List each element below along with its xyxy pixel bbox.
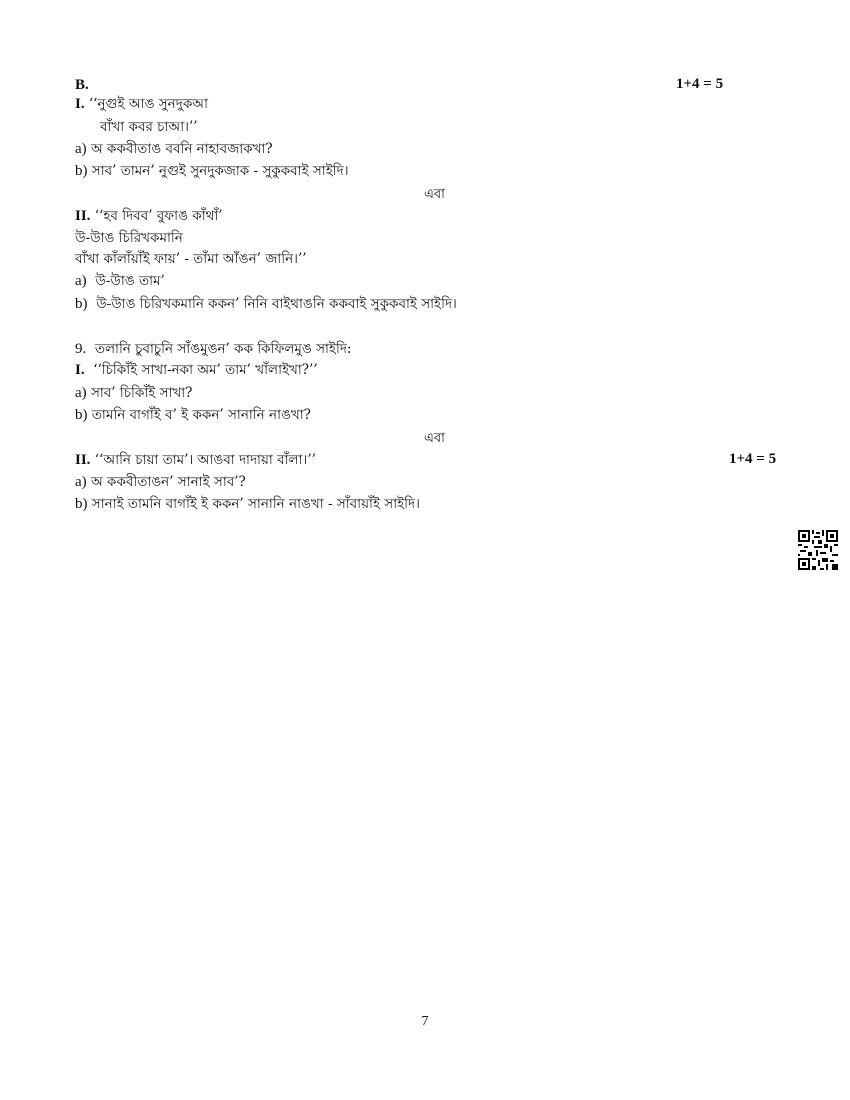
option-label: a): [75, 385, 87, 401]
sub-question-b: [75, 495, 420, 513]
sub-question-b: [75, 406, 311, 424]
question-heading: তলানি চুবাচুনি সাঁঙমুঙন’ কক কিফিলমুঙ সাইদি:: [94, 341, 352, 357]
option-text: সানাই তামনি বাগাঁই ই ককন’ সানানি নাঙখা - সাঁবায়াঁই সাইদি।: [91, 496, 420, 512]
question-number: II.: [75, 452, 91, 468]
option-text: উ-উাঙ চিরিখকমানি ককন’ নিনি বাইথাঙনি ককবাই সুকুকবাই সাইদি।: [96, 296, 457, 312]
quote-line: বাঁখা কাঁলাঁয়াঁই ফায়’ - তাঁমা আঁঙন’ জানি।’’: [75, 251, 307, 267]
quote-line: ‘‘নুগুই আঙ সুনদুকআ: [88, 96, 209, 112]
option-label: b): [75, 407, 88, 423]
marks-b: 1+4 = 5: [676, 76, 724, 92]
option-label: a): [75, 474, 87, 490]
option-text: তামনি বাগাঁই ব’ ই ককন’ সানানি নাঙখা?: [91, 407, 311, 423]
option-text: সাব’ চিকিাঁই সাখা?: [90, 385, 193, 401]
option-label: a): [75, 141, 87, 157]
sub-question-b: [75, 295, 457, 313]
sub-question-a: [75, 140, 273, 158]
quote-line: বাঁখা কবর চাআ।’’: [100, 119, 198, 135]
sub-question-a: [75, 473, 246, 491]
question-number: I.: [75, 96, 85, 112]
question-9: [75, 340, 351, 358]
quote-line: ‘‘আনি চায়া তাম’। আঙবা দাদায়া বাঁলা।’’: [94, 452, 316, 468]
quote-line: ‘‘চিকিাঁই সাখা-নকা অম’ তাম’ খাঁলাইখা?’’: [93, 362, 318, 378]
marks-9: 1+4 = 5: [729, 451, 777, 467]
question-b-i: [75, 95, 208, 113]
sub-question-a: [75, 272, 165, 290]
question-number: I.: [75, 362, 85, 378]
question-number: 9.: [75, 341, 87, 357]
option-label: a): [75, 273, 87, 289]
question-number: II.: [75, 208, 91, 224]
option-text: অ ককবীতাঙন’ সানাই সাব’?: [90, 474, 246, 490]
quote-line: উ-উাঙ চিরিখকমানি: [75, 230, 183, 246]
sub-question-b: [75, 162, 349, 180]
question-b-ii: [75, 207, 223, 225]
option-text: সাব’ তামন’ নুগুই সুনদুকজাক - সুকুকবাই সাইদি।: [91, 163, 349, 179]
option-text: উ-উাঙ তাম’: [95, 273, 165, 289]
quote-line: ‘‘হব দিবব’ বুফাঙ কাঁথাঁ’: [94, 208, 223, 224]
page-number: 7: [421, 1014, 429, 1029]
option-text: অ ককবীতাঙ ববনি নাহাবজাকখা?: [90, 141, 273, 157]
option-label: b): [75, 296, 88, 312]
or-separator: এবা: [424, 431, 445, 446]
or-separator: এবা: [424, 187, 445, 202]
option-label: b): [75, 163, 88, 179]
question-9-ii: [75, 451, 316, 469]
qr-code-icon: [798, 530, 838, 570]
question-9-i: [75, 361, 318, 379]
option-label: b): [75, 496, 88, 512]
sub-question-a: [75, 384, 192, 402]
section-label: B.: [75, 77, 89, 93]
